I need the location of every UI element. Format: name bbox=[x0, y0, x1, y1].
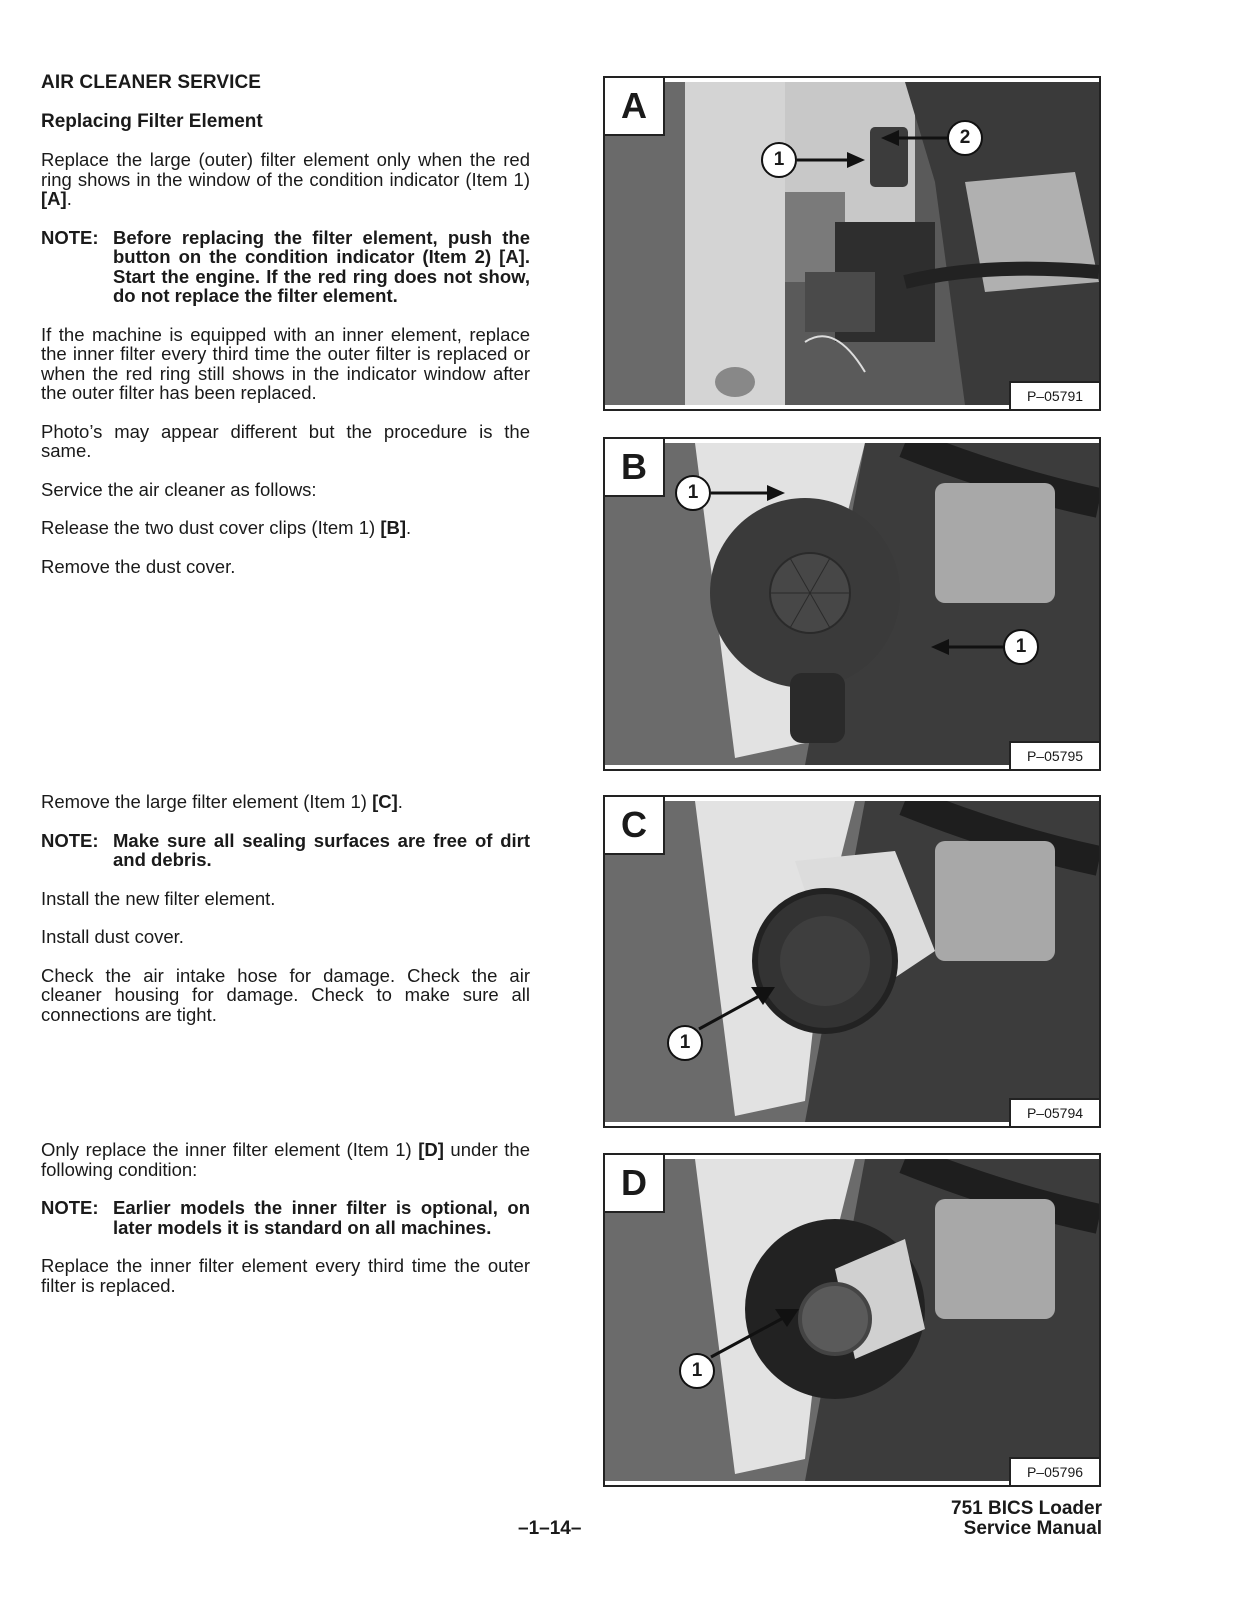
note-label: NOTE: bbox=[41, 829, 99, 851]
figure-b bbox=[603, 437, 1101, 771]
spacer bbox=[41, 595, 530, 792]
photo-id: P–05791 bbox=[1009, 381, 1099, 409]
figure-letter: A bbox=[605, 78, 665, 136]
photo-inner-filter bbox=[605, 1159, 1099, 1481]
arrow-icon bbox=[711, 483, 787, 503]
photo-outer-filter bbox=[605, 801, 1099, 1122]
arrow-icon bbox=[881, 128, 949, 148]
engine-photo-d bbox=[605, 1159, 1099, 1481]
section-title: AIR CLEANER SERVICE bbox=[41, 72, 262, 93]
arrow-icon bbox=[931, 637, 1005, 657]
spacer bbox=[41, 1043, 530, 1140]
callout-item-2: 2 bbox=[947, 120, 983, 156]
paragraph-photo-disclaimer: Photo’s may appear different but the procedure is the same. bbox=[41, 420, 530, 461]
text-column bbox=[41, 72, 530, 1314]
paragraph-remove-element: Remove the large filter element (Item 1) [C]. bbox=[41, 791, 403, 812]
callout-item-1: 1 bbox=[675, 475, 711, 511]
note-sealing-surfaces bbox=[41, 831, 530, 870]
figure-letter: C bbox=[605, 797, 665, 855]
paragraph-inner-condition: Only replace the inner filter element (Item 1) [D] under the following condition: bbox=[41, 1139, 530, 1180]
engine-photo-a bbox=[605, 82, 1099, 405]
callout-item-1-lower: 1 bbox=[1003, 629, 1039, 665]
paragraph-install-element: Install the new filter element. bbox=[41, 887, 276, 909]
paragraph-service-intro: Service the air cleaner as follows: bbox=[41, 478, 317, 500]
callout-item-1: 1 bbox=[667, 1025, 703, 1061]
figure-a bbox=[603, 76, 1101, 411]
note-label: NOTE: bbox=[41, 226, 99, 248]
paragraph-inner-interval: Replace the inner filter element every third time the outer filter is replaced. bbox=[41, 1255, 530, 1296]
paragraph-remove-cover: Remove the dust cover. bbox=[41, 555, 236, 577]
paragraph-inner-element: If the machine is equipped with an inner element, replace the inner filter every third time the outer filter is replaced or when the red ring still shows in the indicator window after the outer filter has been replaced. bbox=[41, 323, 530, 403]
paragraph-release-clips: Release the two dust cover clips (Item 1) [B]. bbox=[41, 517, 412, 538]
figure-letter: B bbox=[605, 439, 665, 497]
figure-d bbox=[603, 1153, 1101, 1487]
note-text: Make sure all sealing surfaces are free of dirt and debris. bbox=[113, 829, 530, 870]
figure-c bbox=[603, 795, 1101, 1128]
page-number: –1–14– bbox=[518, 1518, 582, 1539]
note-inner-optional bbox=[41, 1198, 530, 1237]
figure-ref-a: [A] bbox=[41, 188, 67, 209]
figure-ref-b: [B] bbox=[380, 517, 406, 538]
photo-id: P–05796 bbox=[1009, 1457, 1099, 1485]
arrow-icon bbox=[797, 150, 867, 170]
paragraph-outer-filter: Replace the large (outer) filter element only when the red ring shows in the window of the condition indicator (Item 1) [A]. bbox=[41, 149, 530, 209]
arrow-icon bbox=[697, 983, 777, 1033]
note-label: NOTE: bbox=[41, 1197, 99, 1218]
note-condition-indicator bbox=[41, 228, 530, 306]
callout-item-1: 1 bbox=[761, 142, 797, 178]
manual-title: 751 BICS Loader Service Manual bbox=[951, 1498, 1102, 1539]
figure-letter: D bbox=[605, 1155, 665, 1213]
section-subtitle: Replacing Filter Element bbox=[41, 111, 263, 132]
engine-photo-c bbox=[605, 801, 1099, 1122]
photo-id: P–05795 bbox=[1009, 741, 1099, 769]
photo-condition-indicator bbox=[605, 82, 1099, 405]
callout-item-1: 1 bbox=[679, 1353, 715, 1389]
note-text: Before replacing the filter element, push the button on the condition indicator (Item 2) [A]. Start the engine. If the red ring does not show, do not replace the filter element. bbox=[113, 226, 530, 306]
figure-ref-c: [C] bbox=[372, 791, 398, 812]
paragraph-check-hose: Check the air intake hose for damage. Check the air cleaner housing for damage. Check to make sure all connections are tight. bbox=[41, 964, 530, 1025]
paragraph-install-cover: Install dust cover. bbox=[41, 926, 184, 947]
photo-id: P–05794 bbox=[1009, 1098, 1099, 1126]
note-text: Earlier models the inner filter is optional, on later models it is standard on all machines. bbox=[113, 1197, 530, 1238]
figure-ref-d: [D] bbox=[418, 1139, 444, 1160]
arrow-icon bbox=[709, 1305, 801, 1361]
